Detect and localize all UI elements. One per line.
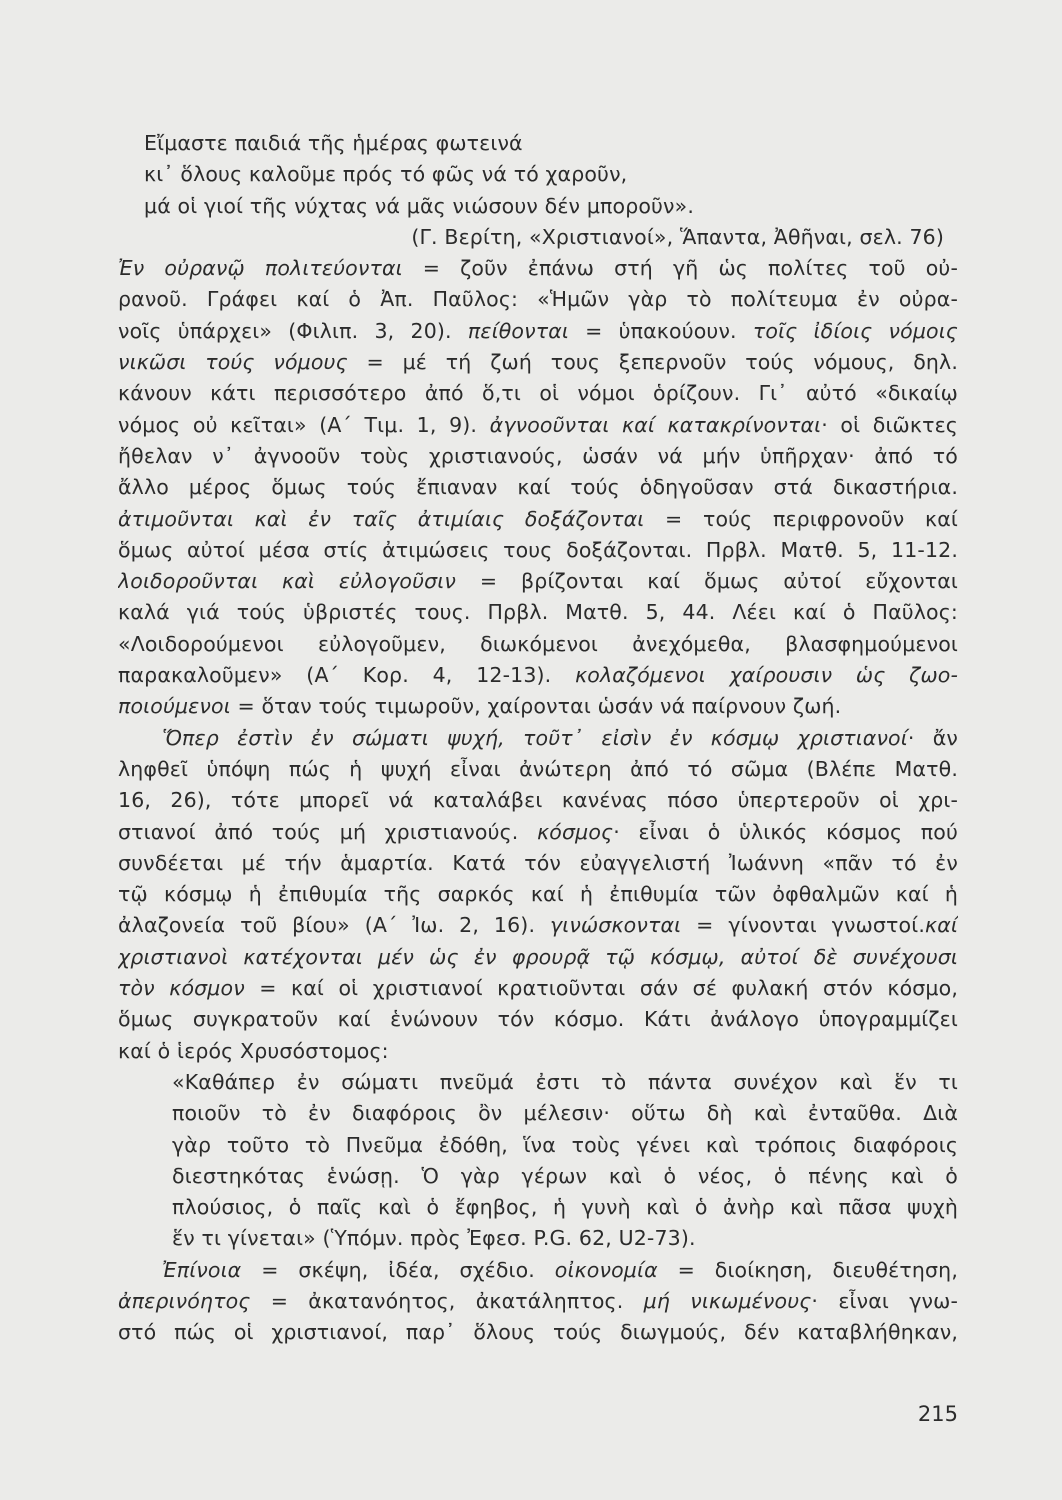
text-line (118, 253, 958, 284)
text-run: στό πώς οἱ χριστιανοί, παρ᾽ ὅλους τούς διωγμούς, δέν καταβλήθηκαν, (118, 1320, 958, 1345)
text-line (118, 1286, 958, 1317)
text-run: = ἀκατανόητος, ἀκατάληπτος. (250, 1288, 644, 1313)
text-run: διεστηκότας ἑνώσῃ. Ὁ γὰρ γέρων καὶ ὁ νέος, ὁ πένης καὶ ὁ (172, 1163, 958, 1188)
page-number: 215 (917, 1402, 958, 1426)
text-run: ἄλλο μέρος ὅμως τούς ἔπιαναν καί τούς ὁδηγοῦσαν στά δικαστήρια. (118, 475, 958, 500)
text-line (118, 441, 958, 472)
text-line (118, 1130, 958, 1161)
text-line (118, 410, 958, 441)
text-run: = διοίκηση, διευθέτηση, (657, 1257, 958, 1282)
text-run: = μέ τή ζωή τους ξεπερνοῦν τούς νόμους, δηλ. (347, 350, 958, 375)
text-line (118, 1161, 958, 1192)
text-run: = ζοῦν ἐπάνω στή γῆ ὡς πολίτες τοῦ οὐ- (402, 256, 958, 281)
text-line (118, 1255, 958, 1286)
italic-term: γινώσκονται (550, 913, 682, 938)
text-line (118, 222, 958, 253)
text-run: μά οἱ γιοί τῆς νύχτας νά μᾶς νιώσουν δέν μποροῦν». (144, 193, 695, 218)
text-line (118, 378, 958, 409)
text-line (118, 1036, 958, 1067)
italic-term: καί (925, 913, 958, 938)
text-run: = βρίζονται καί ὅμως αὐτοί εὔχονται (455, 569, 958, 594)
text-line (118, 910, 958, 941)
italic-term: τοῖς ἰδίοις νόμοις (752, 318, 958, 343)
text-run: = ὅταν τούς τιμωροῦν, χαίρονται ὡσάν νά παίρνουν ζωή. (230, 694, 842, 719)
italic-term: κόσμος (537, 819, 614, 844)
text-line (118, 1223, 958, 1254)
text-line (118, 879, 958, 910)
text-run: στιανοί ἀπό τούς μή χριστιανούς. (118, 819, 538, 844)
italic-term: λοιδοροῦνται καὶ εὐλογοῦσιν (118, 569, 456, 594)
text-line (118, 1192, 958, 1223)
text-run: «Λοιδορούμενοι εὐλογοῦμεν, διωκόμενοι ἀνεχόμεθα, βλασφημούμενοι (118, 631, 958, 656)
text-line (118, 660, 958, 691)
text-line (118, 1004, 958, 1035)
italic-term: μή νικωμένους (643, 1288, 812, 1313)
text-line (118, 504, 958, 535)
text-line (118, 1098, 958, 1129)
text-run: 16, 26), τότε μπορεῖ νά καταλάβει κανένας πόσο ὑπερτεροῦν οἱ χρι- (118, 788, 958, 813)
text-run: ἀλαζονεία τοῦ βίου» (Α΄ Ἰω. 2, 16). (118, 913, 551, 938)
text-run: νοῖς ὑπάρχει» (Φιλιπ. 3, 20). (118, 318, 468, 343)
text-run: παρακαλοῦμεν» (Α΄ Κορ. 4, 12-13). (118, 663, 576, 688)
text-run: ποιοῦν τὸ ἐν διαφόροις ὂν μέλεσιν· οὕτω δὴ καὶ ἐνταῦθα. Διὰ (172, 1101, 958, 1126)
italic-term: Ἐπίνοια (162, 1257, 242, 1282)
italic-term: οἰκονομία (554, 1257, 658, 1282)
text-run: ληφθεῖ ὑπόψη πώς ἡ ψυχή εἶναι ἀνώτερη ἀπό τό σῶμα (Βλέπε Ματθ. (118, 756, 958, 781)
text-run: Εἴμαστε παιδιά τῆς ἡμέρας φωτεινά (144, 131, 523, 155)
text-run: ρανοῦ. Γράφει καί ὁ Ἀπ. Παῦλος: «Ἡμῶν γὰρ τὸ πολίτευμα ἐν οὐρα- (118, 287, 958, 312)
text-line (118, 535, 958, 566)
body-text (118, 128, 958, 1349)
text-run: τῷ κόσμῳ ἡ ἐπιθυμία τῆς σαρκός καί ἡ ἐπιθυμία τῶν ὀφθαλμῶν καί ἡ (118, 882, 958, 907)
italic-term: ἀπερινόητος (118, 1288, 251, 1313)
text-run: ὅμως συγκρατοῦν καί ἑνώνουν τόν κόσμο. Κάτι ἀνάλογο ὑπογραμμίζει (118, 1007, 958, 1032)
italic-term: Ὅπερ ἐστὶν ἐν σώματι ψυχή, τοῦτ᾽ εἰσὶν ἐν κόσμῳ χριστιανοί (162, 725, 908, 750)
text-run: = καί οἱ χριστιανοί κρατιοῦνται σάν σέ φυλακή στόν κόσμο, (244, 976, 958, 1001)
text-run: · εἶναι γνω- (811, 1288, 958, 1313)
text-line (118, 629, 958, 660)
italic-term: κολαζόμενοι χαίρουσιν ὡς ζωο- (575, 663, 958, 688)
italic-term: πείθονται (467, 318, 569, 343)
text-run: = γίνονται γνωστοί. (681, 913, 925, 938)
text-run: ἕν τι γίνεται» (Ὑπόμν. πρὸς Ἐφεσ. P.G. 62, U2-73). (172, 1226, 696, 1251)
text-run: = ὑπακούουν. (568, 318, 753, 343)
text-run: «Καθάπερ ἐν σώματι πνεῦμά ἐστι τὸ πάντα συνέχον καὶ ἕν τι (172, 1069, 958, 1094)
text-line (118, 942, 958, 973)
text-run: · εἶναι ὁ ὑλικός κόσμος πού (613, 819, 958, 844)
text-line (118, 723, 958, 754)
text-line (118, 284, 958, 315)
text-run: = σκέψη, ἰδέα, σχέδιο. (241, 1257, 555, 1282)
text-run: καί ὁ ἱερός Χρυσόστομος: (118, 1038, 389, 1063)
text-line (118, 691, 958, 722)
text-line (118, 817, 958, 848)
italic-term: ποιούμενοι (118, 694, 231, 719)
text-run: κι᾽ ὅλους καλοῦμε πρός τό φῶς νά τό χαροῦν, (144, 162, 628, 187)
italic-term: ἀτιμοῦνται καὶ ἐν ταῖς ἀτιμίαις δοξάζονται (118, 506, 645, 531)
text-run: · οἱ διῶκτες (821, 412, 958, 437)
italic-term: χριστιανοὶ κατέχονται μέν ὡς ἐν φρουρᾷ τῷ κόσμῳ, αὐτοί δὲ συνέχουσι (118, 944, 958, 969)
text-run: νόμος οὐ κεῖται» (Α΄ Τιμ. 1, 9). (118, 412, 490, 437)
text-run: συνδέεται μέ τήν ἁμαρτία. Κατά τόν εὐαγγελιστή Ἰωάννη «πᾶν τό ἐν (118, 850, 958, 875)
text-run: καλά γιά τούς ὑβριστές τους. Πρβλ. Ματθ. 5, 44. Λέει καί ὁ Παῦλος: (118, 600, 958, 625)
text-run: · ἄν (907, 725, 958, 750)
text-run: ὅμως αὐτοί μέσα στίς ἀτιμώσεις τους δοξάζονται. Πρβλ. Ματθ. 5, 11-12. (118, 537, 958, 562)
italic-term: ἀγνοοῦνται καί κατακρίνονται (489, 412, 822, 437)
text-line (118, 159, 958, 190)
text-run: = τούς περιφρονοῦν καί (644, 506, 958, 531)
text-line (118, 316, 958, 347)
italic-term: Ἐν οὐρανῷ πολιτεύονται (118, 256, 403, 281)
text-line (118, 597, 958, 628)
text-line (118, 973, 958, 1004)
text-run: γὰρ τοῦτο τὸ Πνεῦμα ἐδόθη, ἵνα τοὺς γένει καὶ τρόποις διαφόροις (172, 1132, 958, 1157)
text-line (118, 1317, 958, 1348)
text-line (118, 472, 958, 503)
text-line (118, 1067, 958, 1098)
text-line (118, 191, 958, 222)
italic-term: νικῶσι τούς νόμους (118, 350, 348, 375)
text-run: κάνουν κάτι περισσότερο ἀπό ὅ,τι οἱ νόμοι ὁρίζουν. Γι᾽ αὐτό «δικαίῳ (118, 381, 958, 406)
italic-term: τὸν κόσμον (118, 976, 245, 1001)
text-line (118, 785, 958, 816)
text-run: ἤθελαν ν᾽ ἀγνοοῦν τοὺς χριστιανούς, ὡσάν νά μήν ὑπῆρχαν· ἀπό τό (118, 443, 958, 468)
text-run: (Γ. Βερίτη, «Χριστιανοί», Ἅπαντα, Ἀθῆναι, σελ. 76) (411, 224, 944, 249)
text-line (118, 566, 958, 597)
text-line (118, 347, 958, 378)
text-line (118, 128, 958, 159)
text-line (118, 848, 958, 879)
text-run: πλούσιος, ὁ παῖς καὶ ὁ ἔφηβος, ἡ γυνὴ καὶ ὁ ἀνὴρ καὶ πᾶσα ψυχὴ (172, 1195, 958, 1220)
text-line (118, 754, 958, 785)
